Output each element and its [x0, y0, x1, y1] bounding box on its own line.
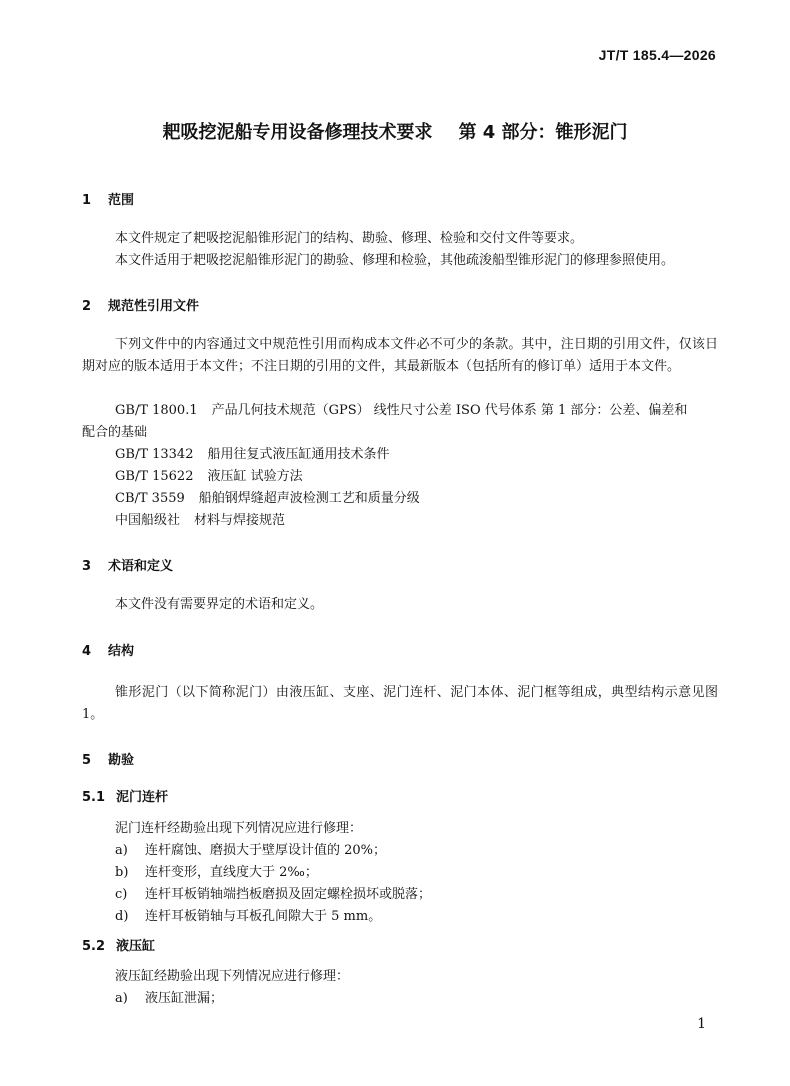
reference-item: 中国船级社 材料与焊接规范: [115, 513, 286, 528]
reference-item: GB/T 15622 液压缸 试验方法: [115, 469, 303, 484]
section-heading-1: 1 范围: [82, 193, 135, 208]
section-heading-3: 3 术语和定义: [82, 559, 174, 574]
reference-continuation: 配合的基础: [82, 425, 148, 440]
paragraph: 本文件规定了耙吸挖泥船锥形泥门的结构、勘验、修理、检验和交付文件等要求。: [115, 231, 584, 246]
section-heading-5: 5 勘验: [82, 753, 135, 768]
paragraph: 本文件没有需要界定的术语和定义。: [115, 597, 324, 612]
document-title: [0, 118, 790, 144]
paragraph: 下列文件中的内容通过文中规范性引用而构成本文件必不可少的条款。其中，注日期的引用文件，仅该日期对应的版本适用于本文件；不注日期的引用的文件，其最新版本（包括所有的修订单）适用于本文件。: [82, 337, 718, 374]
page-number: 1: [697, 1016, 706, 1032]
paragraph: 锥形泥门（以下简称泥门）由液压缸、支座、泥门连杆、泥门本体、泥门框等组成，典型结构示意见图 1。: [82, 685, 718, 722]
list-item: d) 连杆耳板销轴与耳板孔间隙大于 5 mm。: [115, 909, 382, 924]
list-item: b) 连杆变形，直线度大于 2‰；: [115, 865, 318, 880]
paragraph: 本文件适用于耙吸挖泥船锥形泥门的勘验、修理和检验，其他疏浚船型锥形泥门的修理参照使用。: [115, 253, 675, 268]
title-main: 耙吸挖泥船专用设备修理技术要求: [162, 122, 433, 143]
list-item: c) 连杆耳板销轴端挡板磨损及固定螺栓损坏或脱落；: [115, 887, 432, 902]
list-item: a) 液压缸泄漏；: [115, 991, 224, 1006]
paragraph: 泥门连杆经勘验出现下列情况应进行修理：: [115, 821, 363, 836]
standard-code: JT/T 185.4—2026: [598, 47, 716, 63]
title-part: 第 4 部分：锥形泥门: [458, 122, 628, 143]
section-heading-2: 2 规范性引用文件: [82, 299, 200, 314]
subsection-heading-5-2: 5.2 液压缸: [82, 939, 156, 954]
list-item: a) 连杆腐蚀、磨损大于壁厚设计值的 20%；: [115, 843, 387, 858]
section-heading-4: 4 结构: [82, 644, 135, 659]
paragraph: 液压缸经勘验出现下列情况应进行修理：: [115, 969, 350, 984]
reference-item: GB/T 13342 船用往复式液压缸通用技术条件: [115, 447, 390, 462]
reference-item: CB/T 3559 船舶钢焊缝超声波检测工艺和质量分级: [115, 491, 420, 506]
reference-item: GB/T 1800.1 产品几何技术规范（GPS） 线性尺寸公差 ISO 代号体系 第 1 部分：公差、偏差和: [115, 403, 688, 418]
subsection-heading-5-1: 5.1 泥门连杆: [82, 790, 169, 805]
